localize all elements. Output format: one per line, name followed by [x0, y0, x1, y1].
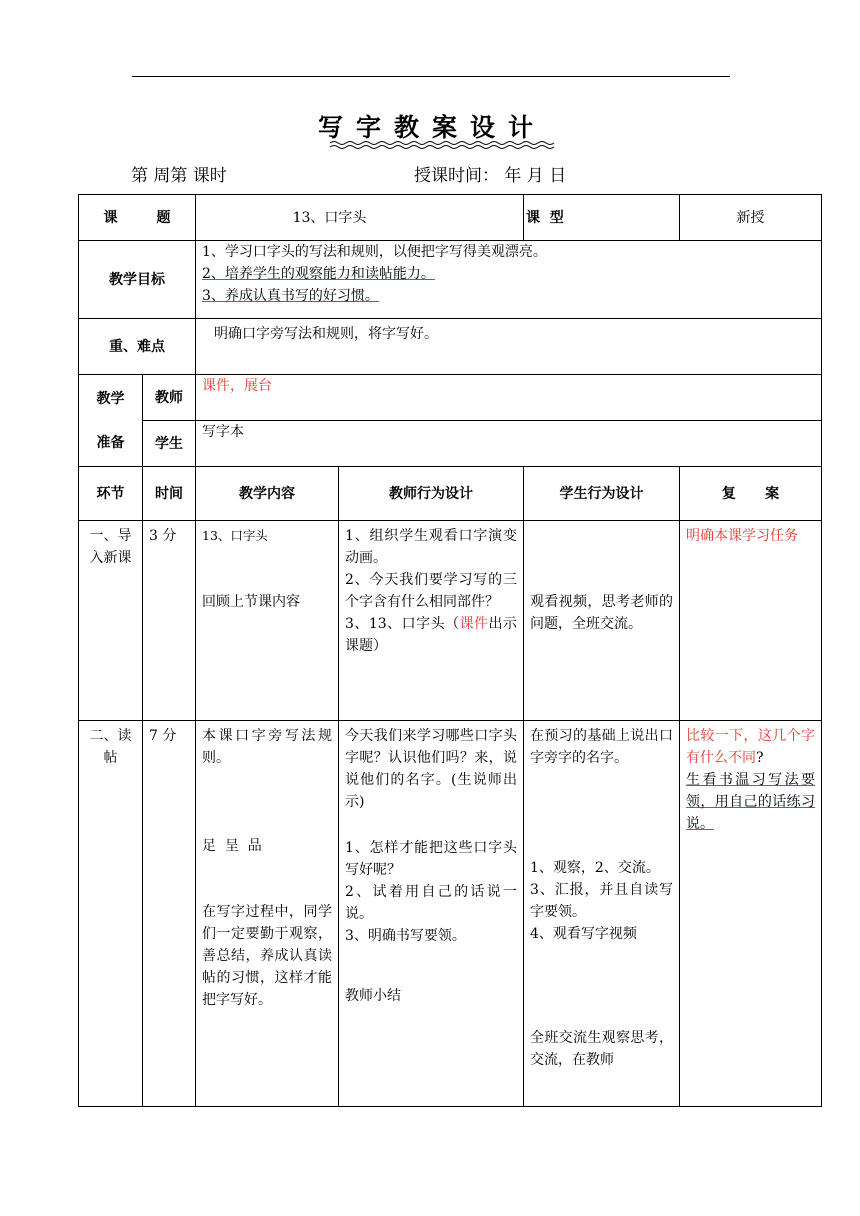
prep-label-bottom: 准备	[96, 434, 125, 451]
title-char: 字	[355, 113, 390, 142]
table-row	[79, 521, 822, 721]
row2-teacher	[339, 721, 524, 1107]
goal-item: 1、学习口字头的写法和规则，以便把字写得美观漂亮。	[202, 244, 547, 260]
row2-teacher-step: 3、明确书写要领。	[345, 928, 466, 944]
row2-content-chars: 足 呈 品	[202, 838, 262, 854]
row1-content	[196, 521, 339, 721]
goal-item: 2、培养学生的观察能力和读帖能力。	[202, 266, 435, 282]
row2-stage: 二、读帖	[79, 721, 143, 1107]
row1-time: 3 分	[143, 521, 196, 721]
row1-student-text: 观看视频，思考老师的问题，全班交流。	[530, 594, 674, 632]
title-char: 写	[317, 113, 352, 142]
topic-value: 13、口字头	[196, 195, 524, 241]
row2-student-step: 3、汇报，并且自读写字要领。	[530, 882, 674, 920]
row2-teacher-step: 1、怎样才能把这些口字头写好呢？	[345, 840, 518, 878]
row2-content	[196, 721, 339, 1107]
prep-student-label: 学生	[143, 421, 196, 467]
goals-list	[196, 241, 822, 319]
prep-student-value: 写字本	[196, 421, 822, 467]
key-row	[79, 319, 822, 375]
row1-teacher-step: 1、组织学生观看口字演变动画。	[345, 528, 518, 566]
key-value: 明确口字旁写法和规则，将字写好。	[196, 319, 822, 375]
row2-content-advice: 在写字过程中，同学们一定要勤于观察，善总结，养成认真读帖的习惯，这样才能把字写好。	[202, 904, 332, 1008]
row2-time: 7 分	[143, 721, 196, 1107]
row1-student	[524, 521, 680, 721]
row1-review: 明确本课学习任务	[680, 521, 822, 721]
row2-teacher-step: 今天我们来学习哪些口字头字呢？认识他们吗？来，说说他们的名字。(生说师出示)	[345, 728, 518, 810]
row1-stage: 一、导入新课	[79, 521, 143, 721]
row2-teacher-step: 2、试着用自己的话说一说。	[345, 884, 518, 922]
prep-label-top: 教学	[96, 390, 125, 407]
prep-teacher-label: 教师	[143, 375, 196, 421]
col-stage: 环节	[79, 467, 143, 521]
row2-review-compare: 比较一下，这几个字有什么不同	[686, 728, 816, 766]
row2-review	[680, 721, 822, 1107]
col-content: 教学内容	[196, 467, 339, 521]
row2-student	[524, 721, 680, 1107]
prep-teacher-value: 课件，展台	[196, 375, 822, 421]
title-wavy-underline	[330, 140, 555, 150]
topic-label: 课 题	[79, 195, 196, 241]
prep-teacher-row	[79, 375, 822, 421]
row2-content-rule: 本课口字旁写法规则。	[202, 728, 332, 766]
type-value: 新授	[680, 195, 822, 241]
row2-student-step: 在预习的基础上说出口字旁字的名字。	[530, 728, 674, 766]
col-time: 时间	[143, 467, 196, 521]
col-review: 复 案	[680, 467, 822, 521]
row2-teacher-summary: 教师小结	[345, 988, 401, 1004]
column-header-row	[79, 467, 822, 521]
prep-student-row	[79, 421, 822, 467]
title-char: 计	[508, 113, 543, 142]
goals-label: 教学目标	[79, 241, 196, 319]
lesson-plan-table	[78, 194, 822, 1107]
goals-row	[79, 241, 822, 319]
col-teacher: 教师行为设计	[339, 467, 524, 521]
row1-teacher	[339, 521, 524, 721]
prep-label	[79, 375, 143, 467]
col-student: 学生行为设计	[524, 467, 680, 521]
row1-content-review: 回顾上节课内容	[202, 594, 300, 610]
row1-teacher-step-end: 出示课题）	[345, 616, 518, 654]
row1-teacher-step-red: 课件	[459, 616, 489, 632]
title-char: 教	[393, 113, 428, 142]
row2-student-step: 1、观察，2、交流。	[530, 860, 660, 876]
row1-content-title: 13、口字头	[202, 528, 268, 543]
topic-row	[79, 195, 822, 241]
title-char: 设	[470, 113, 505, 142]
row2-student-step: 全班交流生观察思考，交流，在教师	[530, 1030, 674, 1068]
row2-student-step: 4、观看写字视频	[530, 926, 637, 942]
type-label: 课 型	[524, 195, 680, 241]
row1-teacher-step: 2、今天我们要学习写的三个字含有什么相同部件？	[345, 572, 518, 610]
goal-item: 3、养成认真书写的好习惯。	[202, 288, 379, 304]
row2-review-practice: 生看书温习写法要领，用自己的话练习说。	[686, 772, 816, 832]
row1-teacher-step: 3、13、口字头（	[345, 616, 460, 632]
row2-review-mark: ?	[756, 750, 764, 766]
title-char: 案	[432, 113, 467, 142]
period-line: 第 周第 课时	[131, 166, 227, 186]
key-label: 重、难点	[79, 319, 196, 375]
time-line: 授课时间： 年 月 日	[414, 166, 567, 186]
page-title	[0, 108, 860, 144]
table-row	[79, 721, 822, 1107]
top-rule	[132, 76, 730, 77]
